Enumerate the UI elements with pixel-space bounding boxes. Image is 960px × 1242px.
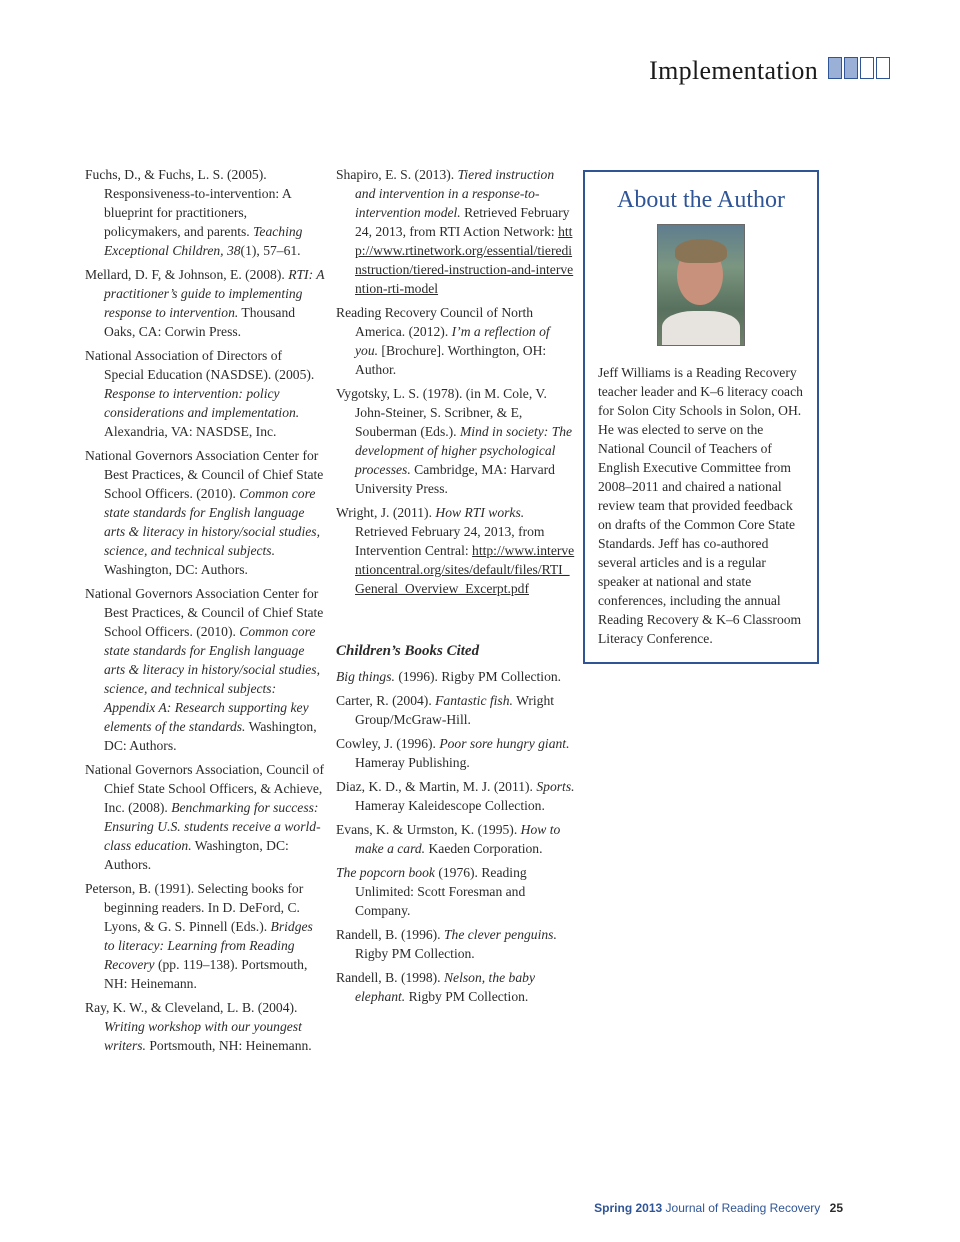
reference-text: Alexandria, VA: NASDSE, Inc. [104, 424, 277, 439]
reference-text: Evans, K. & Urmston, K. (1995). [336, 822, 521, 837]
reference-text: National Governors Association Center for Best Practices, & Council of Chief State School Officers. (2010). [85, 448, 324, 501]
reference-text: Thousand Oaks, CA: Corwin Press. [104, 305, 296, 339]
reference-title: Poor sore hungry giant. [439, 736, 570, 751]
reference-text: (1996). Rigby PM Collection. [394, 669, 562, 684]
childrens-books-list [336, 667, 576, 1006]
indicator-box [876, 57, 890, 79]
reference-title: Sports. [536, 779, 575, 794]
references-column-1 [85, 165, 325, 1060]
about-the-author-box [583, 170, 819, 664]
reference-title: The clever penguins. [443, 927, 557, 942]
reference-text: Shapiro, E. S. (2013). [336, 167, 458, 182]
reference-title: Response to intervention: policy considerations and implementation. [104, 386, 300, 420]
author-photo [657, 224, 745, 346]
reference-title: Common core state standards for English language arts & literacy in history/social studies, science, and technical subjects. [104, 486, 320, 558]
reference-title: Fantastic fish. [435, 693, 513, 708]
reference-text: Peterson, B. (1991). Selecting books for beginning readers. In D. DeFord, C. Lyons, & G. S. Pinnell (Eds.). [85, 881, 304, 934]
reference-text: Randell, B. (1998). [336, 970, 444, 985]
reference-title: The popcorn book [336, 865, 435, 880]
book-entry [336, 925, 576, 963]
reference-text: Hameray Kaleidescope Collection. [355, 798, 545, 813]
book-entry [336, 968, 576, 1006]
footer-season: Spring 2013 [594, 1201, 663, 1215]
reference-text: Portsmouth, NH: Heinemann. [145, 1038, 312, 1053]
reference-title: Bridges to literacy: Learning from Reading Recovery [104, 919, 313, 972]
reference-title: How to make a card. [355, 822, 561, 856]
book-entry [336, 691, 576, 729]
reference-title: How RTI works. [435, 505, 525, 520]
reference-entry [336, 165, 576, 298]
reference-text: (1976). Reading Unlimited: Scott Foresman and Company. [355, 865, 527, 918]
reference-entry [85, 446, 325, 579]
reference-text: [Brochure]. Worthington, OH: Author. [355, 343, 547, 377]
indicator-box [828, 57, 842, 79]
reference-title: Writing workshop with our youngest writers. [104, 1019, 302, 1053]
reference-entry [85, 165, 325, 260]
reference-text: National Governors Association, Council of Chief State School Officers, & Achieve, Inc. (2008). [85, 762, 324, 815]
reference-text: Randell, B. (1996). [336, 927, 444, 942]
reference-text: Reading Recovery Council of North America. (2012). [336, 305, 534, 339]
book-entry [336, 863, 576, 920]
reference-entry [85, 346, 325, 441]
reference-text: Carter, R. (2004). [336, 693, 436, 708]
reference-text: Hameray Publishing. [355, 755, 470, 770]
book-entry [336, 734, 576, 772]
reference-text: Rigby PM Collection. [405, 989, 529, 1004]
reference-text: Wright, J. (2011). [336, 505, 436, 520]
book-entry [336, 777, 576, 815]
reference-entry [85, 998, 325, 1055]
reference-entry [85, 760, 325, 874]
reference-text: Rigby PM Collection. [355, 946, 475, 961]
reference-text: National Association of Directors of Special Education (NASDSE). (2005). [85, 348, 315, 382]
reference-text: (pp. 119–138). Portsmouth, NH: Heinemann. [104, 957, 308, 991]
reference-title: Teaching Exceptional Children, 38 [104, 224, 303, 258]
reference-text: Washington, DC: Authors. [104, 562, 248, 577]
reference-text: National Governors Association Center for Best Practices, & Council of Chief State School Officers. (2010). [85, 586, 324, 639]
references-column-2 [336, 165, 576, 1011]
section-title: Implementation [649, 56, 818, 85]
reference-text: (1), 57–61. [240, 243, 301, 258]
page-footer [594, 1201, 843, 1215]
reference-text: Cambridge, MA: Harvard University Press. [355, 462, 555, 496]
reference-text: Diaz, K. D., & Martin, M. J. (2011). [336, 779, 537, 794]
indicator-box [844, 57, 858, 79]
reference-entry [85, 879, 325, 993]
reference-link[interactable]: http://www.rtinetwork.org/essential/tieredinstruction/tiered-instruction-and-intervention-rti-model [355, 224, 574, 296]
indicator-box [860, 57, 874, 79]
reference-entry [85, 265, 325, 341]
reference-title: Benchmarking for success: Ensuring U.S. students receive a world-class education. [104, 800, 321, 853]
reference-text: Wright Group/McGraw-Hill. [355, 693, 555, 727]
reference-title: I’m a reflection of you. [355, 324, 550, 358]
reference-entry [336, 503, 576, 598]
reference-text: Retrieved February 24, 2013, from RTI Action Network: [355, 205, 570, 239]
reference-entry [85, 584, 325, 755]
author-bio: Jeff Williams is a Reading Recovery teacher leader and K–6 literacy coach for Solon City Schools in Solon, OH. He was elected to serve on the National Council of Teachers of English Executive Committee from 2008–2011 and chaired a national review team that provided feedback on drafts of the Common Core State Standards. Jeff has co-authored several articles and is a regular speaker at national and state conferences, including the annual Reading Recovery & K–6 Classroom Literacy Conference. [598, 365, 803, 646]
book-entry [336, 667, 576, 686]
author-box-title: About the Author [617, 187, 785, 213]
reference-text: Washington, DC: Authors. [104, 719, 317, 753]
reference-text: Mellard, D. F, & Johnson, E. (2008). [85, 267, 289, 282]
section-indicator-icon [828, 57, 892, 79]
reference-link[interactable]: http://www.interventioncentral.org/sites/default/files/RTI_General_Overview_Excerpt.pdf [355, 543, 575, 596]
reference-entry [336, 384, 576, 498]
reference-title: Big things. [336, 669, 395, 684]
reference-title: Nelson, the baby elephant. [355, 970, 535, 1004]
references-list [336, 165, 576, 598]
reference-text: Fuchs, D., & Fuchs, L. S. (2005). Responsiveness-to-intervention: A blueprint for practitioners, policymakers, and parents. [85, 167, 291, 239]
reference-title: Tiered instruction and intervention in a response-to-intervention model. [355, 167, 555, 220]
reference-title: Common core state standards for English language arts & literacy in history/social studies, science, and technical subjects: Appendix A: Research supporting key elements of the standards. [104, 624, 320, 734]
childrens-books-heading: Children’s Books Cited [336, 643, 480, 659]
book-entry [336, 820, 576, 858]
reference-title: RTI: A practitioner’s guide to implementing response to intervention. [104, 267, 325, 320]
footer-journal: Journal of Reading Recovery [665, 1201, 821, 1215]
reference-text: Vygotsky, L. S. (1978). (in M. Cole, V. John-Steiner, S. Scribner, & E, Souberman (Eds.). [336, 386, 547, 439]
reference-text: Kaeden Corporation. [425, 841, 543, 856]
reference-text: Cowley, J. (1996). [336, 736, 440, 751]
reference-text: Washington, DC: Authors. [104, 838, 289, 872]
reference-text: Ray, K. W., & Cleveland, L. B. (2004). [85, 1000, 298, 1015]
reference-title: Mind in society: The development of higher psychological processes. [355, 424, 573, 477]
reference-entry [336, 303, 576, 379]
reference-text: Retrieved February 24, 2013, from Intervention Central: [355, 524, 545, 558]
page-number: 25 [829, 1201, 843, 1215]
